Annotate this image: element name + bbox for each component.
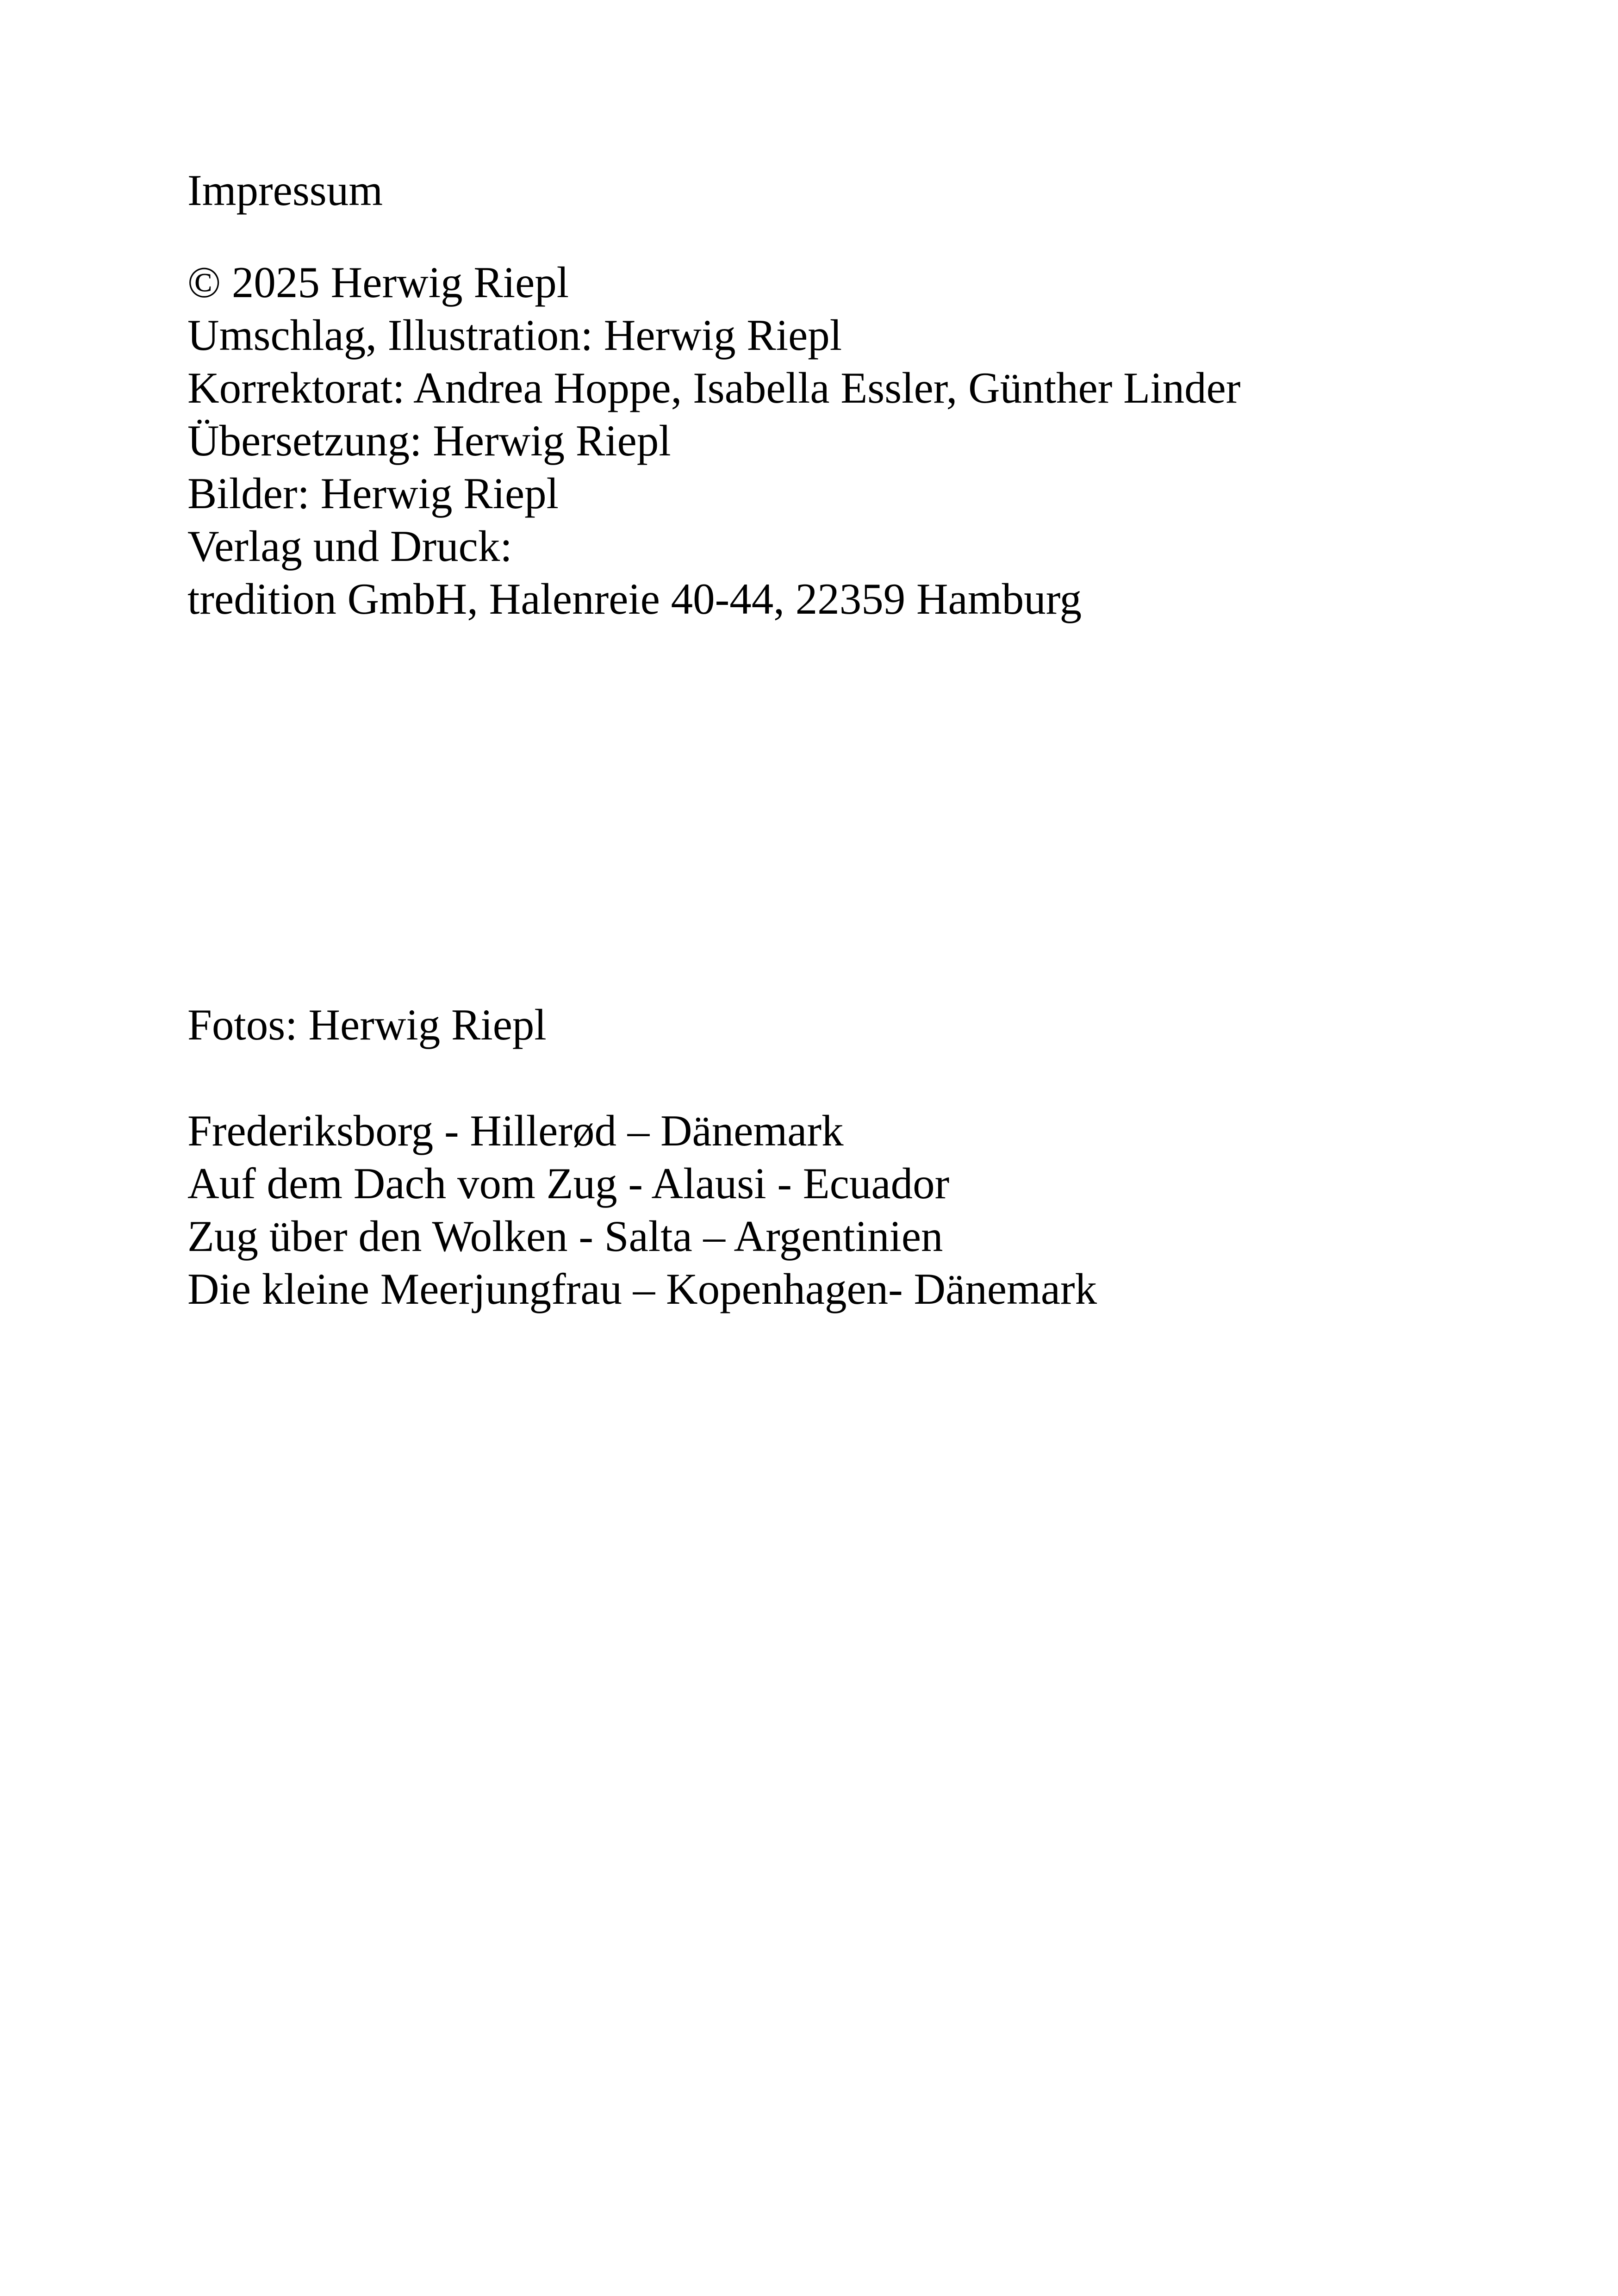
proofreading-line: Korrektorat: Andrea Hoppe, Isabella Essler, Günther Linder: [187, 363, 1241, 412]
impressum-heading: Impressum: [187, 166, 383, 215]
photo-caption: Zug über den Wolken - Salta – Argentinien: [187, 1212, 943, 1261]
copyright-line: © 2025 Herwig Riepl: [187, 258, 569, 307]
publisher-address-line: tredition GmbH, Halenreie 40-44, 22359 Hamburg: [187, 574, 1082, 623]
photo-caption: Frederiksborg - Hillerød – Dänemark: [187, 1106, 844, 1155]
photo-caption: Die kleine Meerjungfrau – Kopenhagen- Dänemark: [187, 1264, 1097, 1313]
credits-block: [187, 256, 1576, 625]
photo-caption: Auf dem Dach vom Zug - Alausi - Ecuador: [187, 1159, 950, 1208]
photos-title: Fotos: Herwig Riepl: [187, 1000, 547, 1049]
photos-title-block: [187, 998, 1576, 1051]
images-line: Bilder: Herwig Riepl: [187, 469, 559, 518]
cover-illustration-line: Umschlag, Illustration: Herwig Riepl: [187, 311, 842, 360]
translation-line: Übersetzung: Herwig Riepl: [187, 416, 671, 465]
impressum-heading-block: [187, 164, 1576, 217]
publisher-label-line: Verlag und Druck:: [187, 522, 512, 571]
photos-list: [187, 1104, 1576, 1315]
